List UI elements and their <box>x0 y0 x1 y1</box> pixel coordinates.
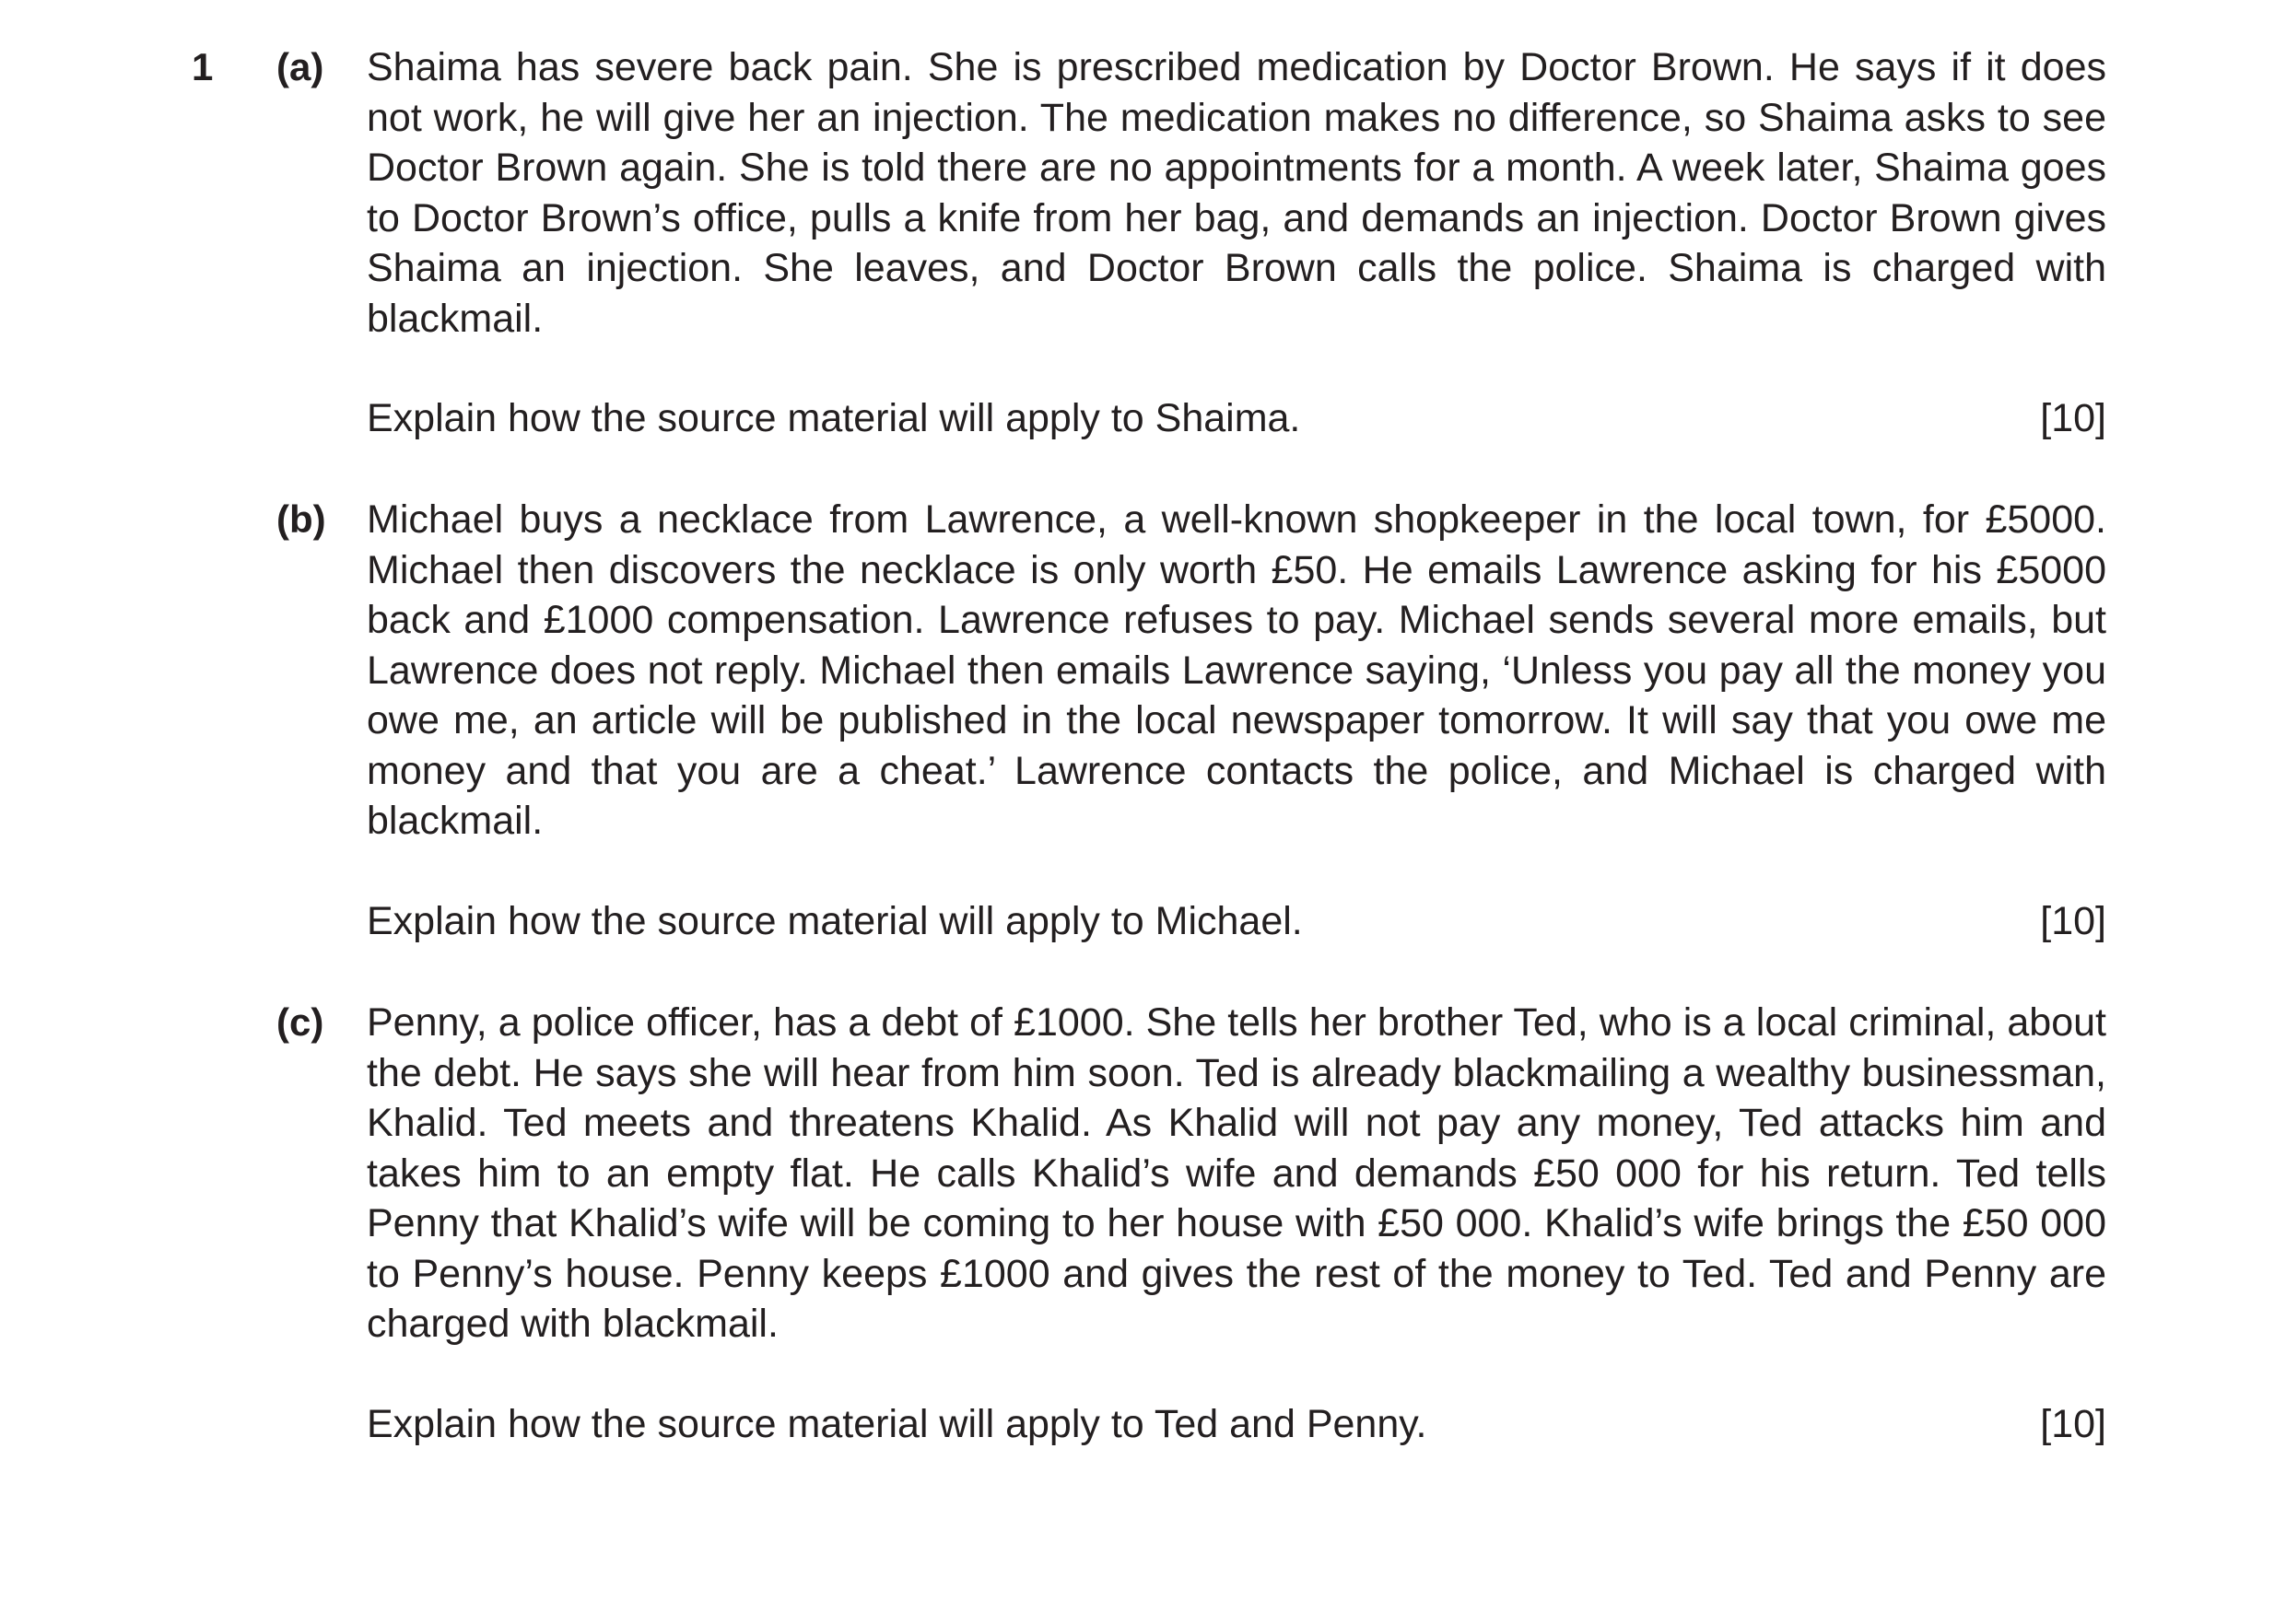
part-label: (c) <box>276 1000 324 1044</box>
scenario-text: Penny, a police officer, has a debt of £1000. She tells her brother Ted, who is a local criminal, about the debt. He says she will hear from him soon. Ted is already blackmailing a wealthy businessman, Khalid. Ted meets and threatens Khalid. As Khalid will not pay any money, Ted attacks him and takes him to an empty flat. He calls Khalid’s wife and demands £50 000 for his return. Ted tells Penny that Khalid’s wife will be coming to her house with £50 000. Khalid’s wife brings the £50 000 to Penny’s house. Penny keeps £1000 and gives the rest of the money to Ted. Ted and Penny are charged with blackmail. <box>367 1000 2106 1346</box>
question-number: 1 <box>192 45 214 88</box>
task-row <box>367 1399 2106 1450</box>
part-label: (a) <box>276 45 324 88</box>
task-row <box>367 393 2106 444</box>
task-row <box>367 896 2106 947</box>
task-instruction: Explain how the source material will apply to Shaima. <box>367 396 1301 440</box>
marks-allocation: [10] <box>2040 1401 2106 1446</box>
part-body <box>367 998 2106 1450</box>
scenario-text: Michael buys a necklace from Lawrence, a well-known shopkeeper in the local town, for £5000. Michael then discovers the necklace is only worth £50. He emails Lawrence asking for his £5000 back and £1000 compensation. Lawrence refuses to pay. Michael sends several more emails, but Lawrence does not reply. Michael then emails Lawrence saying, ‘Unless you pay all the money you owe me, an article will be published in the local newspaper tomorrow. It will say that you owe me money and that you are a cheat.’ Lawrence contacts the police, and Michael is charged with blackmail. <box>367 497 2106 843</box>
marks-allocation: [10] <box>2040 898 2106 943</box>
part-body <box>367 495 2106 947</box>
part-body <box>367 42 2106 444</box>
part-label: (b) <box>276 497 326 541</box>
marks-allocation: [10] <box>2040 396 2106 440</box>
task-instruction: Explain how the source material will apply to Ted and Penny. <box>367 1401 1427 1446</box>
task-instruction: Explain how the source material will apply to Michael. <box>367 898 1303 943</box>
scenario-text: Shaima has severe back pain. She is prescribed medication by Doctor Brown. He says if it does not work, he will give her an injection. The medication makes no difference, so Shaima asks to see Doctor Brown again. She is told there are no appointments for a month. A week later, Shaima goes to Doctor Brown’s office, pulls a knife from her bag, and demands an injection. Doctor Brown gives Shaima an injection. She leaves, and Doctor Brown calls the police. Shaima is charged with blackmail. <box>367 45 2106 341</box>
